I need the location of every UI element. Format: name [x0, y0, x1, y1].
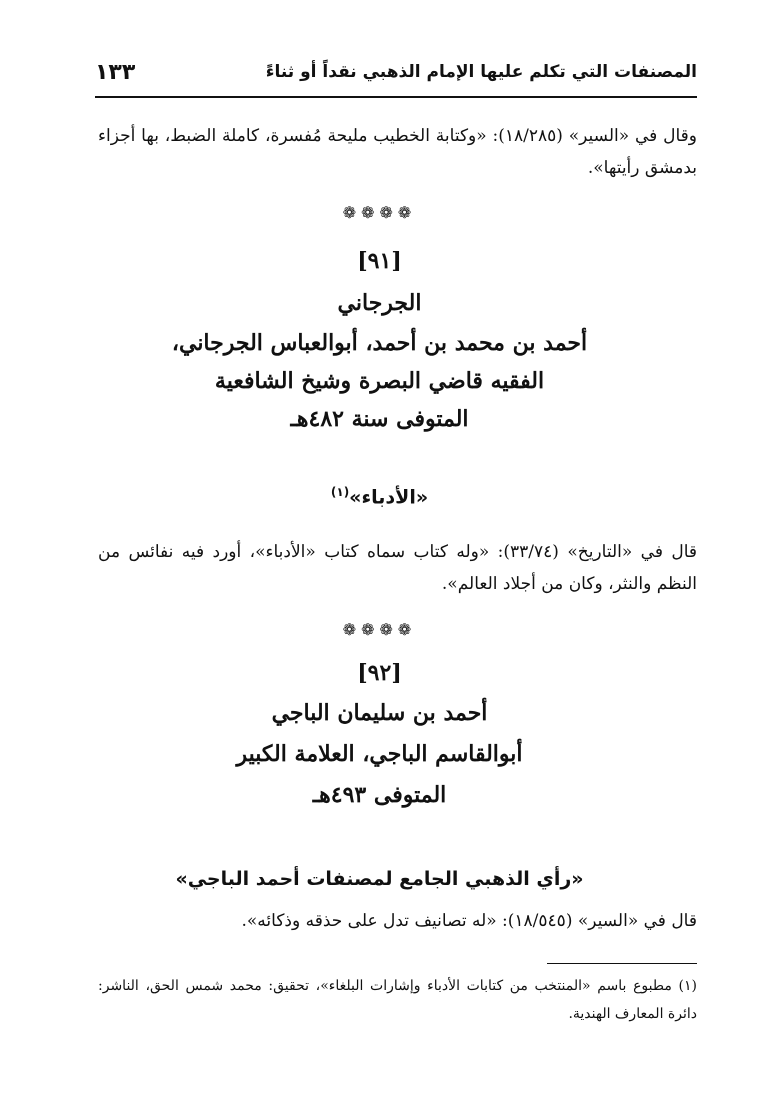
- entry-heading-line: المتوفى ٤٩٣هـ: [312, 782, 447, 808]
- footnote-reference: (١): [330, 485, 350, 499]
- footnote: [98, 972, 697, 1028]
- entry-number: [٩١]: [357, 248, 402, 274]
- entry-number: [٩٢]: [357, 660, 402, 686]
- footnote-rule: [547, 963, 697, 964]
- section-heading: «رأي الذهبي الجامع لمصنفات أحمد الباجي»: [175, 868, 584, 890]
- intro-paragraph: وقال في «السير» (١٨/٢٨٥): «وكتابة الخطيب مليحة مُفسرة، كاملة الضبط، بها أجزاء بدمشق رأيتها».: [98, 126, 697, 178]
- running-title: المصنفات التي تكلم عليها الإمام الذهبي نقداً أو ثناءً: [265, 62, 697, 82]
- book-title-text: «الأدباء»: [349, 486, 429, 509]
- book-title: [0, 485, 759, 508]
- separator-ornament: ❁❁❁❁: [342, 203, 417, 222]
- entry-heading-line: الفقيه قاضي البصرة وشيخ الشافعية: [214, 368, 545, 394]
- entry-heading-line: أحمد بن سليمان الباجي: [271, 700, 488, 726]
- entry-paragraph: قال في «السير» (١٨/٥٤٥): «له تصانيف تدل على حذقه وذكائه».: [241, 911, 697, 931]
- separator-ornament: ❁❁❁❁: [342, 620, 417, 639]
- header-rule: [95, 96, 697, 98]
- entry-heading-line: الجرجاني: [337, 290, 422, 316]
- page-header: [95, 60, 697, 92]
- footnote-text: مطبوع باسم «المنتخب من كتابات الأدباء وإشارات البلغاء»، تحقيق: محمد شمس الحق، الناشر: دائرة المعارف الهندية.: [98, 978, 697, 1022]
- entry-heading-line: أبوالقاسم الباجي، العلامة الكبير: [236, 741, 523, 767]
- entry-heading-line: أحمد بن محمد بن أحمد، أبوالعباس الجرجاني،: [171, 330, 588, 356]
- entry-heading-line: المتوفى سنة ٤٨٢هـ: [290, 406, 469, 432]
- entry-paragraph: قال في «التاريخ» (٣٣/٧٤): «وله كتاب سماه كتاب «الأدباء»، أورد فيه نفائس من النظم والنثر، وكان من أجلاد العالم».: [98, 542, 697, 594]
- page-number: ١٣٣: [95, 60, 136, 85]
- footnote-marker: (١): [678, 978, 697, 994]
